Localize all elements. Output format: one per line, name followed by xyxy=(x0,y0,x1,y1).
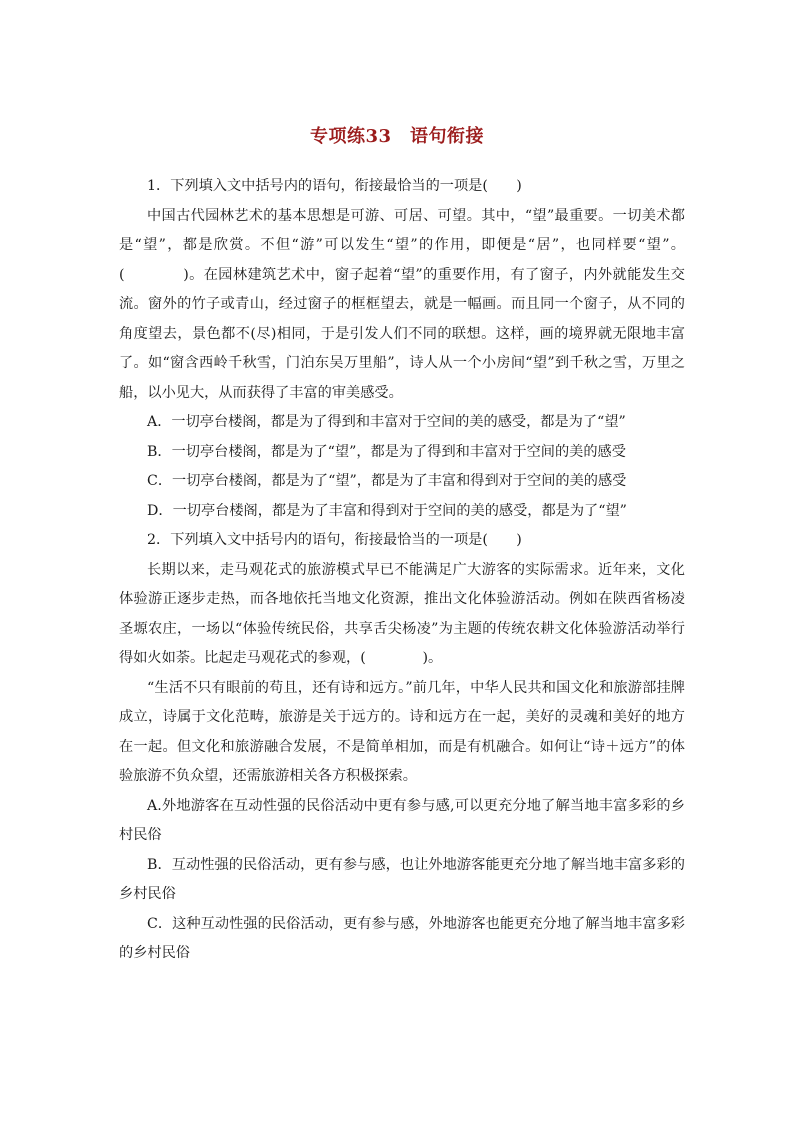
question-2-passage-1: 长期以来，走马观花式的旅游模式早已不能满足广大游客的实际需求。近年来，文化体验游正逐步走热，而各地依托当地文化资源，推出文化体验游活动。例如在陕西省杨凌圣塬农庄，一场以“体验传统民俗，共享舌尖杨凌”为主题的传统农耕文化体验游活动举行得如火如荼。比起走马观花式的参观，( )。 xyxy=(119,561,685,666)
question-2-option-c: C．这种互动性强的民俗活动，更有参与感，外地游客也能更充分地了解当地丰富多彩的乡村民俗 xyxy=(119,915,685,961)
question-2-option-b: B．互动性强的民俗活动，更有参与感，也让外地游客能更充分地了解当地丰富多彩的乡村民俗 xyxy=(119,856,685,902)
page-title: 专项练33 语句衔接 xyxy=(309,126,485,147)
question-2-option-a: A.外地游客在互动性强的民俗活动中更有参与感,可以更充分地了解当地丰富多彩的乡村民俗 xyxy=(119,797,685,843)
question-1-stem: 1．下列填入文中括号内的语句，衔接最恰当的一项是( ) xyxy=(147,178,522,194)
question-1-option-a: A．一切亭台楼阁，都是为了得到和丰富对于空间的美的感受，都是为了“望” xyxy=(147,414,626,430)
question-1-option-b: B．一切亭台楼阁，都是为了“望”，都是为了得到和丰富对于空间的美的感受 xyxy=(147,443,626,460)
question-1-option-c: C．一切亭台楼阁，都是为了“望”，都是为了丰富和得到对于空间的美的感受 xyxy=(147,473,627,489)
question-1-passage: 中国古代园林艺术的基本思想是可游、可居、可望。其中，“望”最重要。一切美术都是“望”，都是欣赏。不但“游”可以发生“望”的作用，即便是“居”，也同样要“望”。( )。在园林建筑艺术中，窗子起着“望”的重要作用，有了窗子，内外就能发生交流。窗外的竹子或青山，经过窗子的框框望去，就是一幅画。而且同一个窗子，从不同的角度望去，景色都不(尽)相同，于是引发人们不同的联想。这样，画的境界就无限地丰富了。如“窗含西岭千秋雪，门泊东吴万里船”，诗人从一个小房间“望”到千秋之雪，万里之船，以小见大，从而获得了丰富的审美感受。 xyxy=(119,207,685,401)
exercise-content xyxy=(119,172,685,969)
question-2-passage-2: “生活不只有眼前的苟且，还有诗和远方。”前几年，中华人民共和国文化和旅游部挂牌成立，诗属于文化范畴，旅游是关于远方的。诗和远方在一起，美好的灵魂和美好的地方在一起。但文化和旅游融合发展，不是简单相加，而是有机融合。如何让“诗＋远方”的体验旅游不负众望，还需旅游相关各方积极探索。 xyxy=(119,679,685,784)
question-2-stem: 2．下列填入文中括号内的语句，衔接最恰当的一项是( ) xyxy=(147,532,522,548)
question-1-option-d: D．一切亭台楼阁，都是为了丰富和得到对于空间的美的感受，都是为了“望” xyxy=(147,502,627,519)
